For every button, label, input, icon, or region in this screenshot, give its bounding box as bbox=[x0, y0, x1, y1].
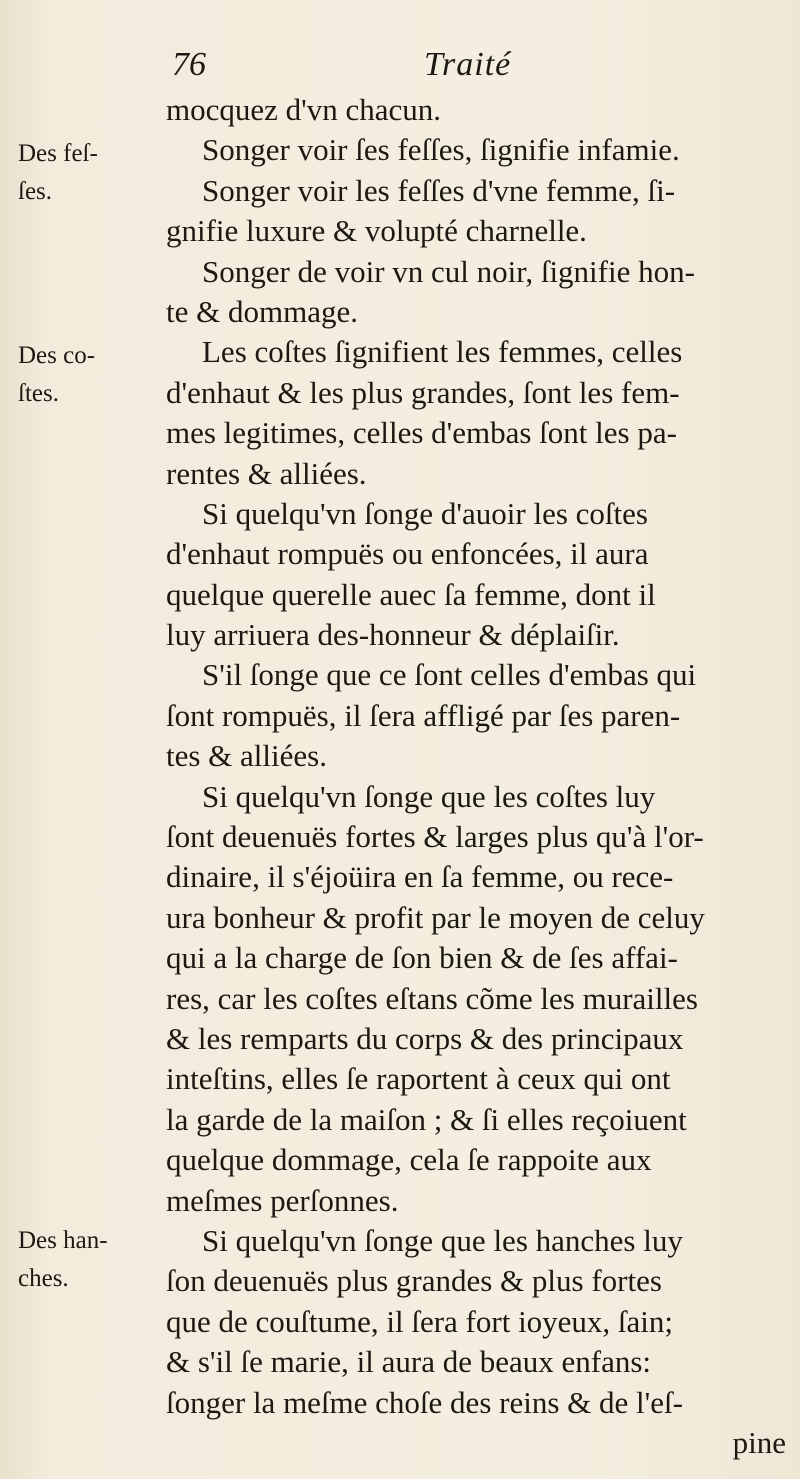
text-line: luy arriuera des-honneur & déplaiſir. bbox=[166, 617, 620, 653]
margin-note-line: Des han- bbox=[18, 1227, 108, 1254]
margin-note-line: Des co- bbox=[18, 342, 96, 369]
page-header bbox=[166, 44, 786, 88]
catchword: pine bbox=[732, 1424, 786, 1460]
text-line: dinaire, il s'éjoüira en ſa femme, ou rece- bbox=[166, 859, 674, 895]
text-line: la garde de la maiſon ; & ſi elles reçoiuent bbox=[166, 1101, 687, 1137]
margin-note-line: Des feſ- bbox=[18, 140, 98, 167]
text-line: tes & alliées. bbox=[166, 738, 327, 774]
text-line: gnifie luxure & volupté charnelle. bbox=[166, 213, 587, 249]
text-line: d'enhaut & les plus grandes, ſont les fem- bbox=[166, 374, 680, 410]
text-line: mocquez d'vn chacun. bbox=[166, 92, 442, 127]
body-text bbox=[166, 90, 786, 1463]
text-line: Si quelqu'vn ſonge que les coſtes luy bbox=[202, 778, 656, 814]
text-line: inteſtins, elles ſe raportent à ceux qui ont bbox=[166, 1061, 671, 1097]
text-line: meſmes perſonnes. bbox=[166, 1182, 399, 1218]
text-line: Songer voir les feſſes d'vne femme, ſi- bbox=[202, 172, 676, 208]
text-line: Si quelqu'vn ſonge d'auoir les coſtes bbox=[202, 495, 648, 531]
margin-note-line: ſes. bbox=[18, 178, 53, 205]
text-line: & s'il ſe marie, il aura de beaux enfans: bbox=[166, 1344, 652, 1380]
text-line: ſon deuenuës plus grandes & plus fortes bbox=[166, 1263, 662, 1299]
text-line: te & dommage. bbox=[166, 293, 358, 329]
text-line: ſonger la meſme choſe des reins & de l'eſ- bbox=[166, 1384, 683, 1420]
margin-note-line: ches. bbox=[18, 1265, 69, 1292]
text-line: quelque querelle auec ſa femme, dont il bbox=[166, 576, 656, 612]
text-line: Songer voir ſes feſſes, ſignifie infamie. bbox=[202, 132, 680, 168]
margin-note-costes bbox=[18, 337, 158, 413]
text-line: ſont rompuës, il ſera affligé par ſes paren- bbox=[166, 697, 681, 733]
text-line: Songer de voir vn cul noir, ſignifie hon- bbox=[202, 253, 695, 289]
margin-note-fesses bbox=[18, 135, 158, 211]
text-line: que de couſtume, il ſera fort ioyeux, ſain; bbox=[166, 1303, 674, 1339]
text-line: qui a la charge de ſon bien & de ſes affai- bbox=[166, 940, 678, 976]
text-line: S'il ſonge que ce ſont celles d'embas qui bbox=[202, 657, 697, 693]
running-title: Traité bbox=[424, 46, 512, 83]
text-line: ſont deuenuës fortes & larges plus qu'à l'or- bbox=[166, 819, 704, 855]
text-line: rentes & alliées. bbox=[166, 455, 367, 491]
page-number: 76 bbox=[172, 46, 206, 83]
text-line: quelque dommage, cela ſe rappoite aux bbox=[166, 1142, 652, 1178]
text-line: ura bonheur & profit par le moyen de celuy bbox=[166, 899, 705, 935]
text-line: & les remparts du corps & des principaux bbox=[166, 1020, 684, 1056]
text-line: d'enhaut rompuës ou enfoncées, il aura bbox=[166, 536, 649, 572]
margin-note-hanches bbox=[18, 1222, 158, 1298]
text-line: mes legitimes, celles d'embas ſont les pa- bbox=[166, 415, 677, 451]
text-line: Si quelqu'vn ſonge que les hanches luy bbox=[202, 1222, 683, 1258]
text-line: Les coſtes ſignifient les femmes, celles bbox=[202, 334, 683, 370]
margin-note-line: ſtes. bbox=[18, 380, 59, 407]
text-line: res, car les coſtes eſtans cõme les murailles bbox=[166, 980, 698, 1016]
